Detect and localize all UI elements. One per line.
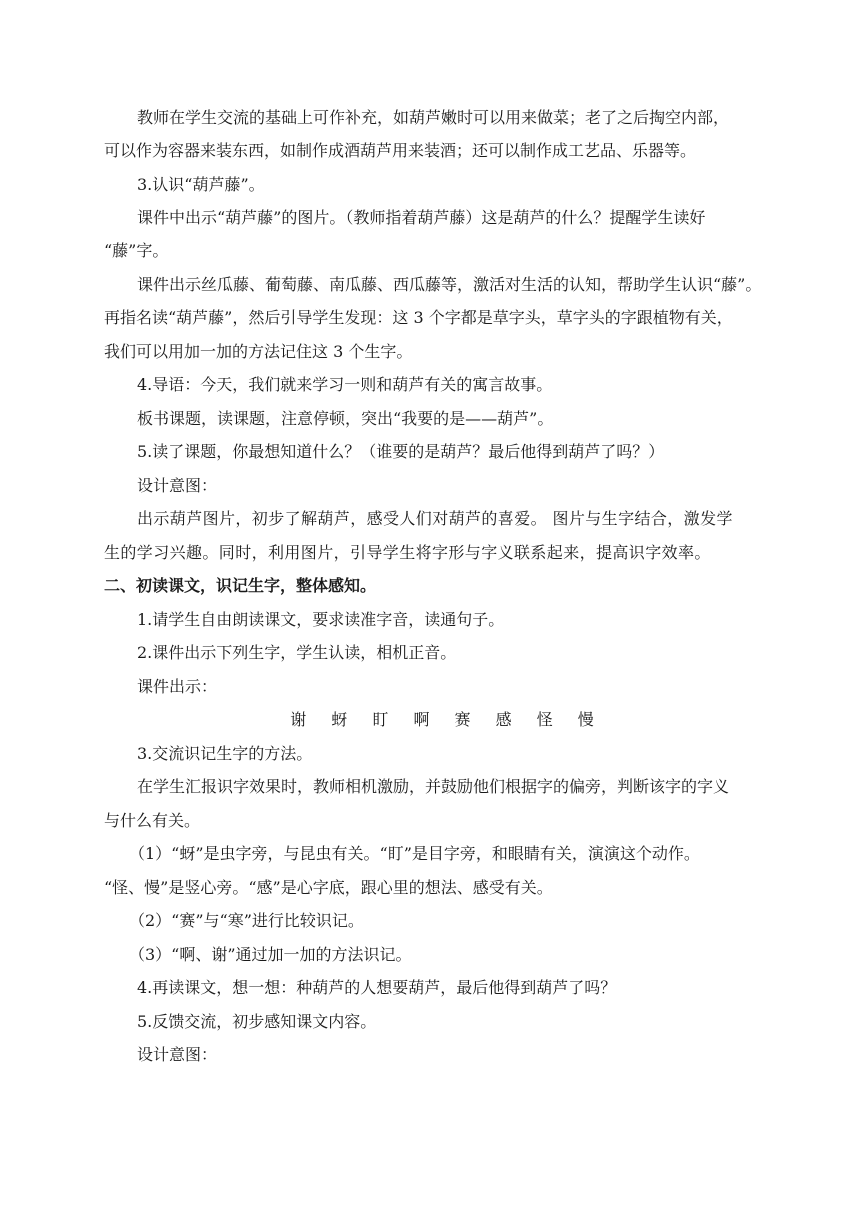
step-heading: 1.请学生自由朗读课文，要求读准字音，读通句子。 (137, 610, 505, 629)
design-intent-text: 出示葫芦图片，初步了解葫芦，感受人们对葫芦的喜爱。 图片与生字结合，激发学 (137, 509, 733, 528)
list-item: （3）“啊、谢”通过加一加的方法识记。 (129, 945, 412, 964)
list-item: （1）“蚜”是虫字旁，与昆虫有关。“盯”是目字旁，和眼睛有关，演演这个动作。 (129, 844, 700, 863)
paragraph-line: 在学生汇报识字效果时，教师相机激励，并鼓励他们根据字的偏旁，判断该字的字义 (137, 777, 730, 796)
paragraph-line: 与什么有关。 (104, 811, 201, 830)
paragraph-line: “怪、慢”是竖心旁。“感”是心字底，跟心里的想法、感受有关。 (104, 878, 553, 897)
step-heading: 2.课件出示下列生字，学生认读，相机正音。 (137, 643, 457, 662)
step-heading: 3.认识“葫芦藤”。 (137, 175, 265, 194)
paragraph-line: 可以作为容器来装东西，如制作成酒葫芦用来装酒；还可以制作成工艺品、乐器等。 (104, 141, 697, 160)
step-heading: 4.导语：今天，我们就来学习一则和葫芦有关的寓言故事。 (137, 375, 553, 394)
design-intent-label: 设计意图： (137, 1045, 218, 1064)
step-heading: 5.读了课题，你最想知道什么？（谁要的是葫芦？最后他得到葫芦了吗？） (137, 442, 665, 461)
paragraph-line: 课件中出示“葫芦藤”的图片。（教师指着葫芦藤）这是葫芦的什么？提醒学生读好 (137, 208, 706, 227)
section-heading: 二、初读课文，识记生字，整体感知。 (104, 576, 377, 595)
paragraph-line: 课件出示： (137, 677, 218, 696)
design-intent-text: 生的学习兴趣。同时，利用图片，引导学生将字形与字义联系起来，提高识字效率。 (104, 543, 711, 562)
paragraph-line: 再指名读“葫芦藤”，然后引导学生发现：这 3 个字都是草字头，草字头的字跟植物有关， (104, 308, 733, 327)
new-characters-list: 谢 蚜 盯 啊 赛 感 怪 慢 (290, 710, 594, 729)
step-heading: 3.交流识记生字的方法。 (137, 744, 313, 763)
list-item: （2）“赛”与“寒”进行比较识记。 (129, 911, 364, 930)
step-heading: 4.再读课文，想一想：种葫芦的人想要葫芦，最后他得到葫芦了吗？ (137, 978, 617, 997)
paragraph-line: 课件出示丝瓜藤、葡萄藤、南瓜藤、西瓜藤等，激活对生活的认知，帮助学生认识“藤”。 (137, 275, 762, 294)
paragraph-line: 板书课题，读课题，注意停顿，突出“我要的是——葫芦”。 (137, 409, 554, 428)
design-intent-label: 设计意图： (137, 476, 218, 495)
paragraph-line: 教师在学生交流的基础上可作补充，如葫芦嫩时可以用来做菜；老了之后掏空内部， (137, 108, 730, 127)
step-heading: 5.反馈交流，初步感知课文内容。 (137, 1012, 377, 1031)
paragraph-line: “藤”字。 (104, 241, 169, 260)
paragraph-line: 我们可以用加一加的方法记住这 3 个生字。 (104, 342, 413, 361)
